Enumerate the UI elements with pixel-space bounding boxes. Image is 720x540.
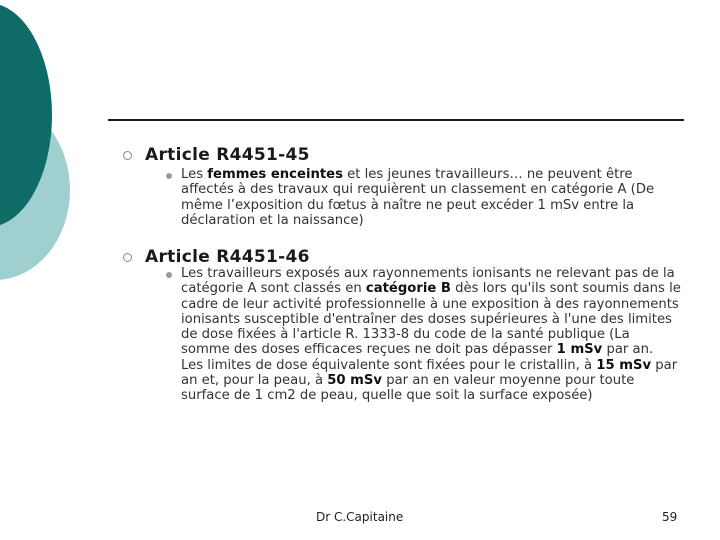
footer-author: Dr C.Capitaine bbox=[316, 510, 404, 524]
text-run: Les travailleurs exposés aux rayonnements ionisants ne relevant pas de la catégorie A sont classés en bbox=[181, 266, 675, 297]
emphasis-text: 15 mSv bbox=[596, 357, 652, 373]
decorative-circles bbox=[0, 0, 120, 300]
emphasis-text: 1 mSv bbox=[556, 342, 603, 358]
bullet-circle-icon bbox=[123, 151, 132, 160]
emphasis-text: femmes enceintes bbox=[207, 167, 343, 182]
bullet-dot-icon bbox=[166, 173, 172, 179]
text-run: dès lors qu'ils sont soumis dans le cadre de leur activité professionnelle à une exposition à des rayonnements ionisants susceptible d'entraîner des doses supérieures à l'une des limites de dose fixées à l'article R. 1333-8 du code de la santé publique (La somme des doses efficaces reçues ne doit pas dépasser bbox=[181, 281, 681, 358]
article-1-text bbox=[181, 167, 681, 228]
title-divider bbox=[108, 119, 684, 121]
article-2-paragraph-1 bbox=[181, 266, 681, 358]
text-run: par an en valeur moyenne pour toute surface de 1 cm2 de peau, quelle que soit la surface exposée) bbox=[181, 373, 635, 404]
article-2-text bbox=[181, 266, 681, 404]
article-2-paragraph-2 bbox=[181, 358, 681, 404]
text-run: par an et, pour la peau, à bbox=[181, 357, 678, 389]
text-run: Les limites de dose équivalente sont fixées pour le cristallin, à bbox=[181, 357, 597, 373]
article-heading-1: Article R4451-45 bbox=[145, 145, 310, 165]
emphasis-text: catégorie B bbox=[365, 281, 451, 297]
emphasis-text: 50 mSv bbox=[327, 373, 383, 389]
text-run: et les jeunes travailleurs… ne peuvent être affectés à des travaux qui requièrent un classement en catégorie A (De même l’exposition du fœtus à naître ne peut excéder 1 mSv entre la déclaration et la naissance) bbox=[181, 167, 655, 228]
article-heading-2: Article R4451-46 bbox=[145, 247, 310, 267]
text-run: par an. bbox=[602, 342, 654, 358]
bullet-circle-icon bbox=[123, 253, 132, 262]
page-number: 59 bbox=[662, 510, 678, 524]
text-run: Les bbox=[181, 167, 208, 182]
bullet-dot-icon bbox=[166, 272, 172, 278]
